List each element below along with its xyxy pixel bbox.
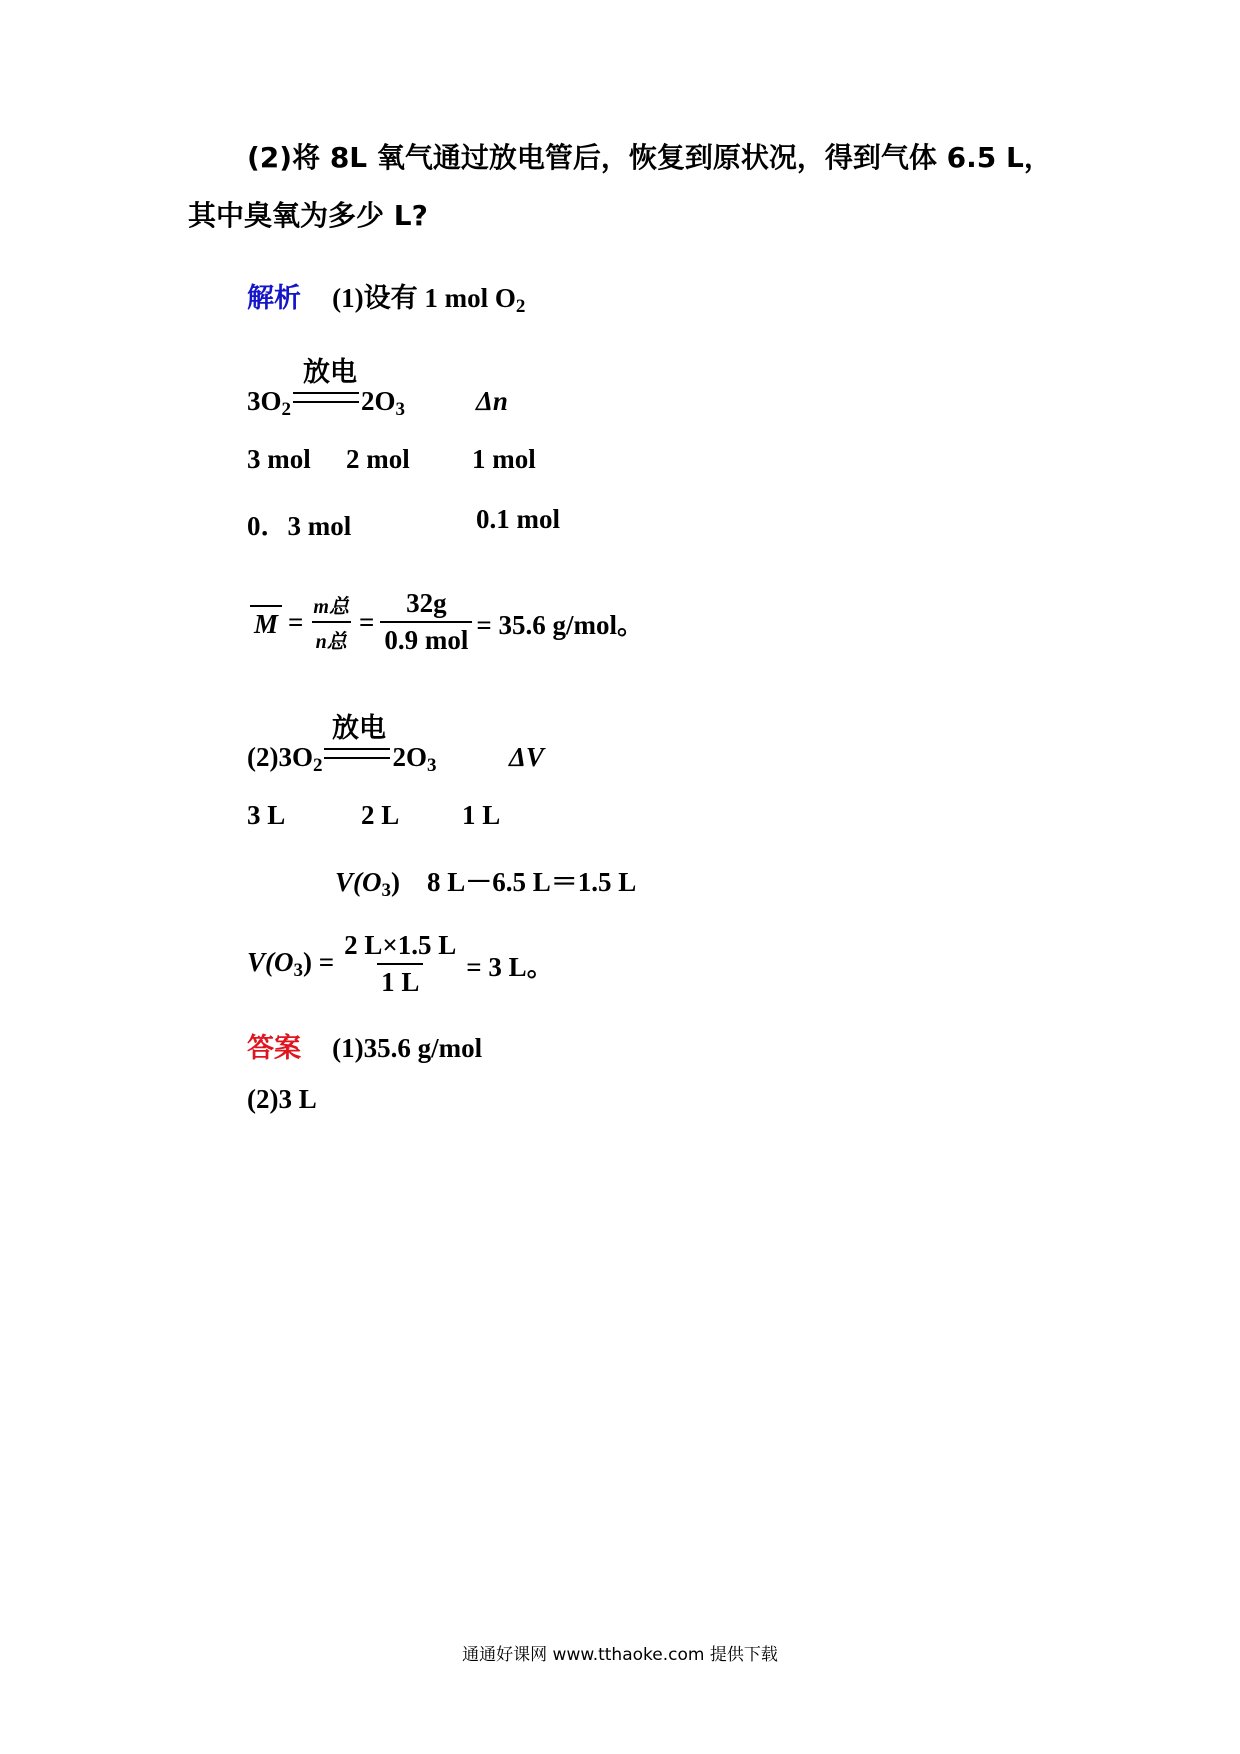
m-bar: M: [250, 605, 282, 640]
part1-row1-col3: 1 mol: [472, 444, 536, 474]
analysis-label: 解析: [247, 283, 301, 314]
analysis-intro: (1)设有 1 mol $O_2$: [332, 283, 526, 317]
delta-v: ΔV: [509, 742, 544, 772]
molar-mass-formula: M = $\frac{\text{m总}}{\text{n总}}$ = $\frac{32g}{\text{0.9 mol}}$ = 35.6 g/mol。: [250, 588, 644, 656]
fraction-32-over-09: $\frac{32g}{\text{0.9 mol}}$: [380, 588, 472, 656]
answer-line-1: (1)35.6 g/mol: [332, 1033, 483, 1063]
fraction-m-over-n: $\frac{\text{m总}}{\text{n总}}$: [313, 596, 349, 653]
fraction-volume-ratio: $\frac{2 L\times 1.5 L}{1 L}$: [344, 930, 457, 997]
part1-row1-col1: 3 mol: [247, 444, 311, 474]
delta-n: Δn: [476, 386, 508, 416]
part1-row2-col1: 0．3 mol: [247, 511, 352, 541]
part2-row1-col3: 1 L: [462, 800, 501, 830]
reaction-condition-2: 放电: [332, 713, 386, 744]
ozone-volume-formula: $V(O_3)$ = $\frac{2 L\times 1.5 L}{1 L}$ = 3 L。: [247, 930, 554, 997]
part2-row1-col1: 3 L: [247, 800, 286, 830]
part1-row2-col2: 0.1 mol: [476, 504, 560, 534]
part2-volume-difference: $V(O_3)$ 8 L－6.5 L＝1.5 L: [335, 867, 637, 901]
answer-line-2: (2)3 L: [247, 1084, 317, 1114]
reaction-condition-1: 放电: [303, 357, 357, 388]
page-footer: 通通好课网 www.tthaoke.com 提供下载: [462, 1645, 778, 1665]
analysis-header: [247, 276, 525, 318]
ozone-volume-result: = 3 L。: [466, 951, 554, 982]
molar-mass-result: = 35.6 g/mol。: [476, 609, 644, 640]
double-arrow-line: [293, 392, 359, 403]
question-line-1: (2)将 8L 氧气通过放电管后，恢复到原状况，得到气体 6.5 L，: [247, 141, 1052, 174]
answer-header: [247, 1026, 482, 1065]
answer-label: 答案: [247, 1033, 301, 1064]
part1-row1-col2: 2 mol: [346, 444, 410, 474]
reaction-equation-2: $(2)3O_2$ $2O_3$: [247, 742, 437, 776]
reaction-equation-1: $3O_2$ $2O_3$: [247, 386, 406, 420]
question-line-2: 其中臭氧为多少 L?: [188, 199, 428, 232]
part2-row1-col2: 2 L: [361, 800, 400, 830]
double-arrow-line: [324, 748, 390, 759]
